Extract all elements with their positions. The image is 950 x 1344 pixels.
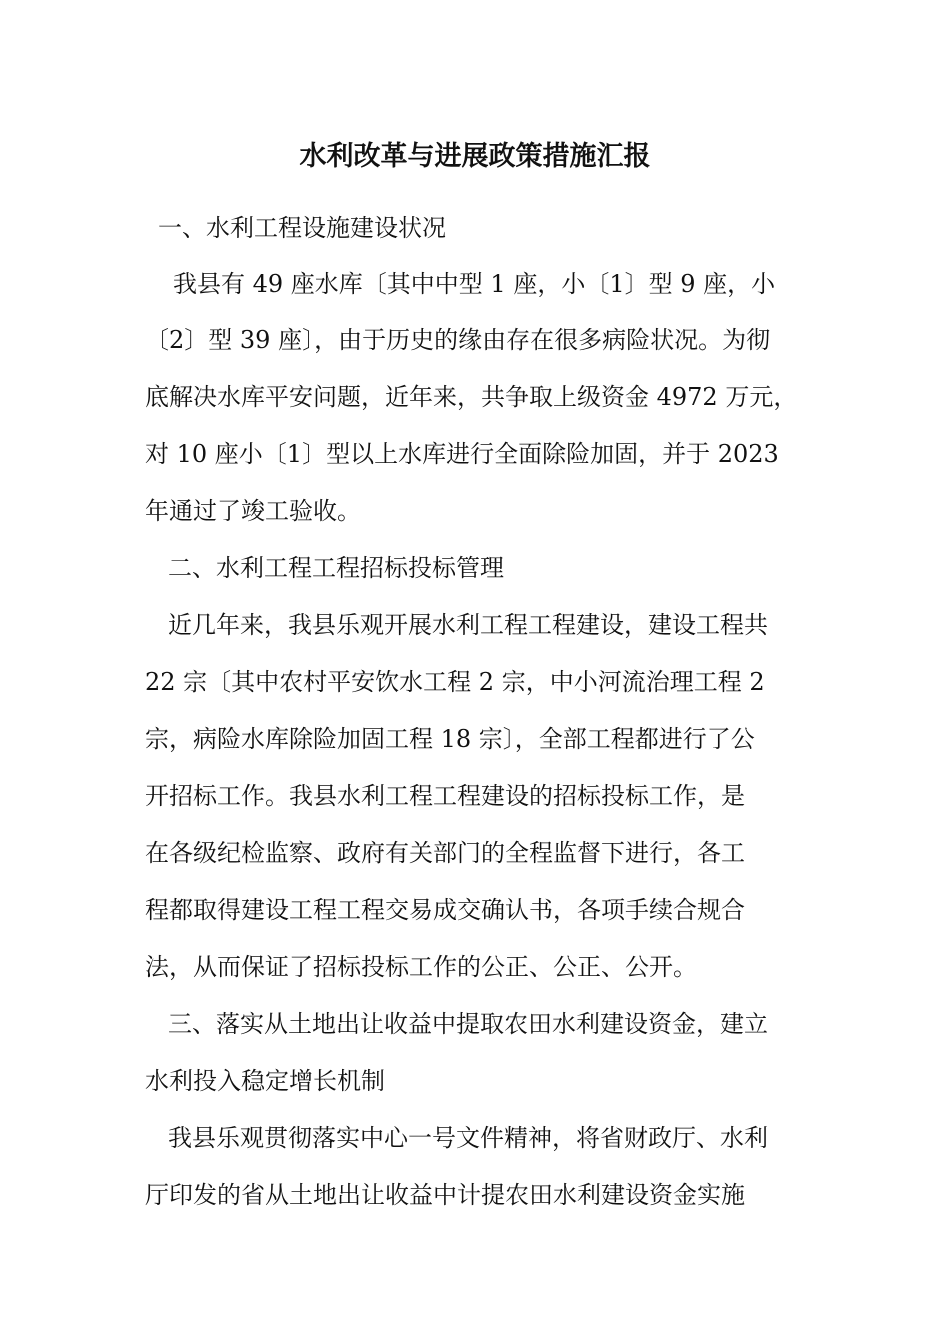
paragraph-line: 近几年来，我县乐观开展水利工程工程建设，建设工程共: [168, 611, 768, 639]
paragraph-line: 厅印发的省从土地出让收益中计提农田水利建设资金实施: [145, 1181, 745, 1209]
paragraph-line: 对 10 座小〔1〕型以上水库进行全面除险加固，并于 2023: [145, 440, 779, 468]
paragraph-line: 开招标工作。我县水利工程工程建设的招标投标工作，是: [145, 782, 745, 810]
section-heading-2: 二、水利工程工程招标投标管理: [168, 554, 504, 582]
section-heading-3: 三、落实从土地出让收益中提取农田水利建设资金，建立: [168, 1010, 768, 1038]
paragraph-line: 在各级纪检监察、政府有关部门的全程监督下进行，各工: [145, 839, 745, 867]
paragraph-line: 我县有 49 座水库〔其中中型 1 座，小〔1〕型 9 座，小: [173, 270, 776, 298]
paragraph-line: 法，从而保证了招标投标工作的公正、公正、公开。: [145, 953, 697, 981]
paragraph-line: 程都取得建设工程工程交易成交确认书，各项手续合规合: [145, 896, 745, 924]
paragraph-line: 22 宗〔其中农村平安饮水工程 2 宗，中小河流治理工程 2: [145, 668, 765, 696]
section-heading-3-cont: 水利投入稳定增长机制: [145, 1067, 385, 1095]
paragraph-line: 底解决水库平安问题，近年来，共争取上级资金 4972 万元，: [145, 383, 798, 411]
document-title: 水利改革与进展政策措施汇报: [299, 141, 651, 172]
paragraph-line: 我县乐观贯彻落实中心一号文件精神，将省财政厅、水利: [168, 1124, 768, 1152]
paragraph-line: 〔2〕型 39 座〕，由于历史的缘由存在很多病险状况。为彻: [145, 326, 771, 354]
paragraph-line: 宗，病险水库除险加固工程 18 宗〕，全部工程都进行了公: [145, 725, 755, 753]
paragraph-line: 年通过了竣工验收。: [145, 497, 361, 525]
section-heading-1: 一、水利工程设施建设状况: [158, 214, 446, 242]
